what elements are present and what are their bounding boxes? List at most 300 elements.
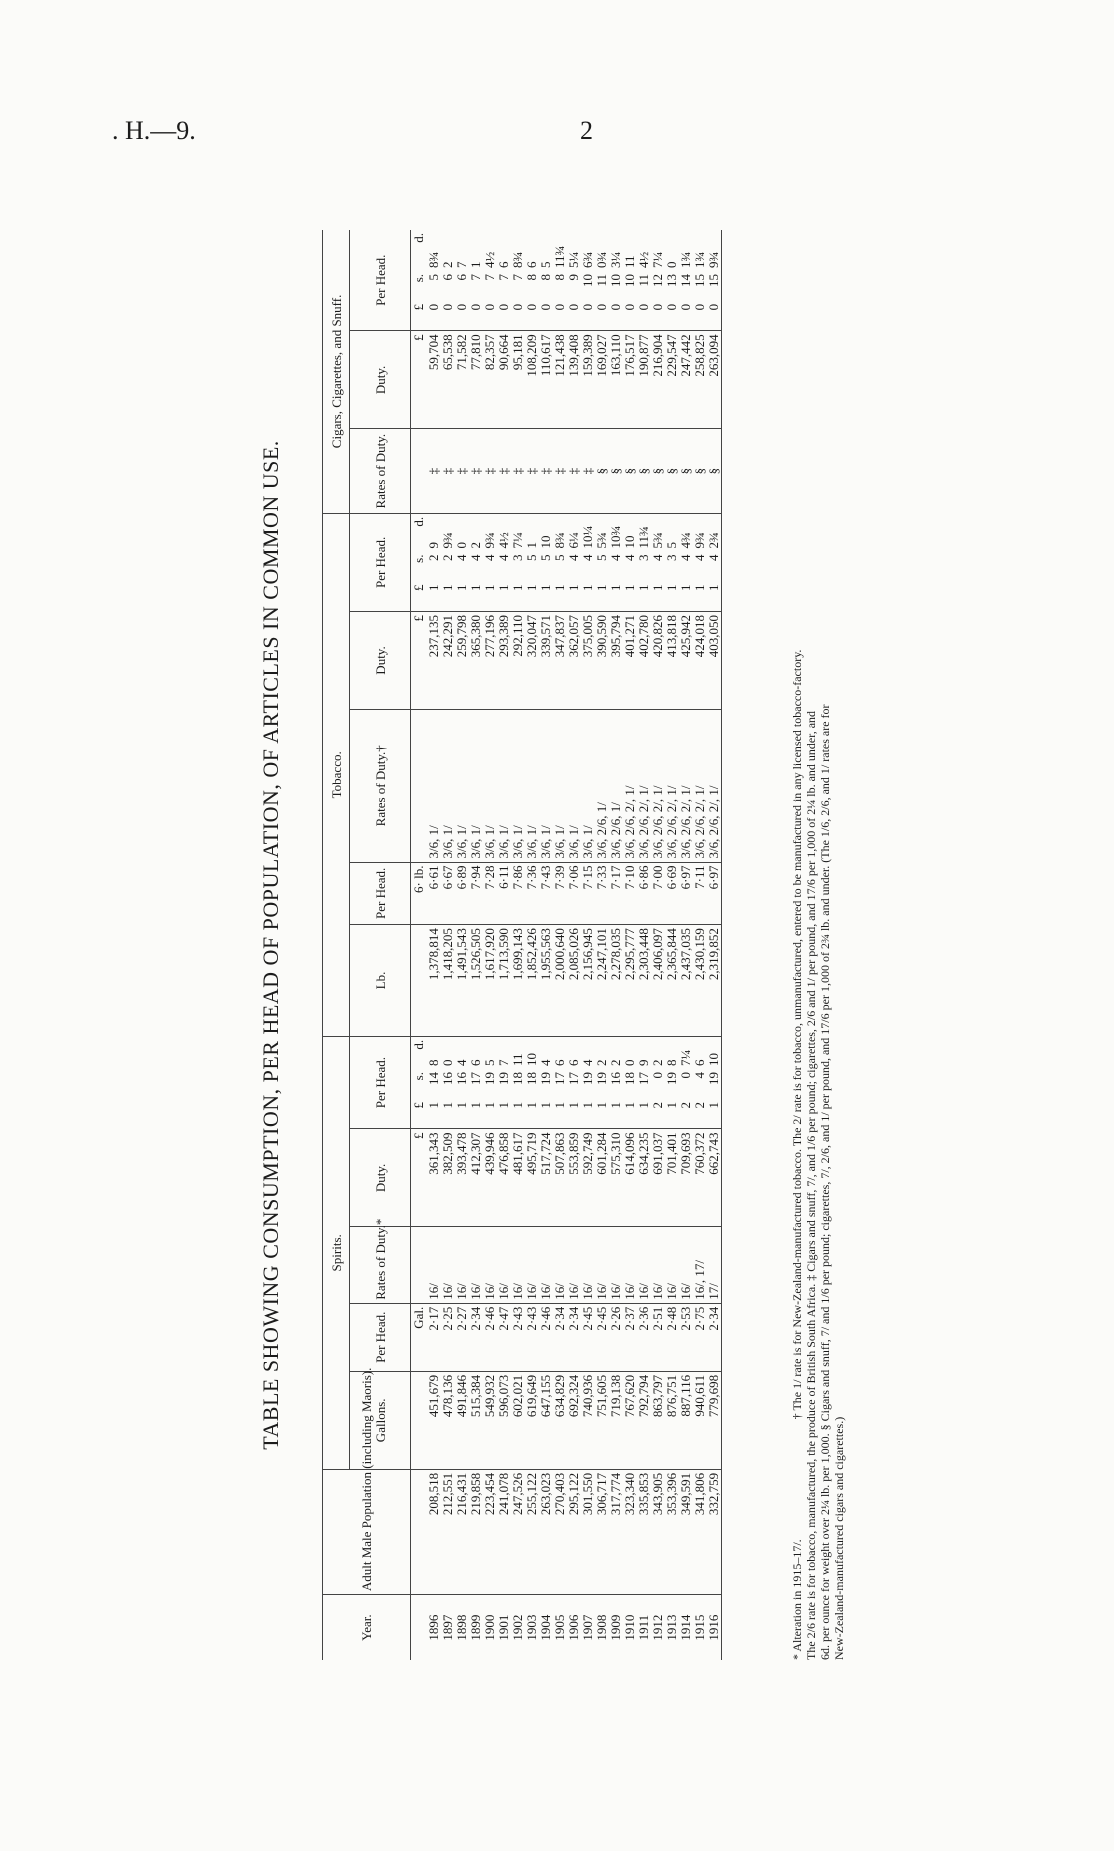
table-row [609, 230, 623, 1660]
cell-cl: 0 [679, 301, 693, 331]
cell-pop: 255,122 [525, 1469, 539, 1594]
cell-cs: 15 [707, 271, 722, 301]
cell-rate: 16/ [665, 1227, 679, 1303]
tobacco-duty-per-head-header: Per Head. [350, 513, 411, 611]
cell-ts: 5 [552, 554, 567, 562]
cell-lb: 1,617,920 [483, 925, 497, 1037]
cell-trate: 3/6, 1/ [553, 710, 567, 863]
table-row [525, 230, 539, 1660]
cell-l: 1 [469, 1099, 483, 1129]
cell-cd: 1¾ [692, 251, 707, 268]
cell-duty: 361,343 [427, 1129, 441, 1227]
cell-cduty: 169,027 [595, 331, 609, 429]
cell-d: 4 [454, 1059, 469, 1067]
cell-year: 1907 [580, 1614, 595, 1641]
cell-l: 1 [609, 1099, 623, 1129]
cell-year: 1915 [692, 1614, 707, 1641]
cell-d: 7¼ [678, 1049, 693, 1067]
cell-td: 9 [426, 542, 441, 549]
cell-pop: 332,759 [707, 1469, 722, 1594]
cell-gph: 2·27 [455, 1303, 469, 1371]
cell-tduty: 365,380 [469, 611, 483, 709]
unit-pound-3: £ [411, 331, 428, 429]
cell-cs: 12 [650, 273, 665, 287]
cell-tduty: 237,135 [427, 611, 441, 709]
cell-cs: 15 [692, 273, 707, 287]
cell-gph: 2·45 [595, 1303, 609, 1371]
cell-ts: 4 [622, 554, 637, 562]
cell-cs: 8 [524, 273, 539, 281]
cell-duty: 476,858 [497, 1129, 511, 1227]
cell-l: 1 [707, 1099, 722, 1129]
cell-crate: ‡ [581, 429, 595, 513]
cell-td: 1 [524, 542, 539, 549]
cell-tduty: 339,571 [539, 611, 553, 709]
cell-cd: 5 [538, 261, 553, 268]
cell-cduty: 229,547 [665, 331, 679, 429]
cell-trate: 3/6, 2/6, 2/, 1/ [679, 710, 693, 863]
cell-year: 1916 [707, 1595, 722, 1660]
cell-cs: 6 [440, 273, 455, 281]
cell-trate: 3/6, 2/6, 2/, 1/ [637, 710, 651, 863]
cell-rate: 16/ [567, 1227, 581, 1303]
cell-cl: 0 [595, 301, 609, 331]
cell-td: 2 [468, 542, 483, 549]
unit-lsd2-s: s. [411, 554, 426, 563]
cell-trate: 3/6, 1/ [427, 710, 441, 863]
cell-l: 2 [679, 1099, 693, 1129]
cell-tl: 1 [483, 582, 497, 612]
cell-rate: 16/ [679, 1227, 693, 1303]
consumption-table [322, 230, 722, 1660]
cell-cs: 7 [468, 273, 483, 281]
cell-gal: 602,021 [511, 1371, 525, 1469]
cell-gph: 2·34 [707, 1303, 722, 1371]
table-row [497, 230, 511, 1660]
cell-l: 2 [693, 1099, 707, 1129]
cell-crate: § [651, 429, 665, 513]
cell-cduty: 139,408 [567, 331, 581, 429]
cell-cs: 5 [426, 273, 441, 281]
cell-td: 11¾ [636, 526, 651, 549]
cell-cd: 1 [468, 261, 483, 268]
cell-ts: 4 [454, 554, 469, 562]
spirits-rates-header: Rates of Duty.* [350, 1227, 411, 1303]
cell-d: 10 [707, 1036, 722, 1069]
cell-gph: 2·46 [483, 1303, 497, 1371]
cell-gph: 2·43 [525, 1303, 539, 1371]
cell-cl: 0 [609, 301, 623, 331]
cigars-header: Cigars, Cigarettes, and Snuff. [323, 230, 350, 513]
cell-gal: 779,698 [707, 1371, 722, 1469]
cell-cd: 11¾ [552, 245, 567, 268]
cell-cduty: 108,209 [525, 331, 539, 429]
cell-lb: 1,852,426 [525, 925, 539, 1037]
cell-d: 9 [636, 1059, 651, 1067]
cell-year: 1899 [468, 1614, 483, 1641]
table-row [441, 230, 455, 1660]
cell-gph: 2·43 [511, 1303, 525, 1371]
cell-pop: 317,774 [609, 1469, 623, 1594]
table-row [483, 230, 497, 1660]
table-row [693, 230, 707, 1660]
cell-lb: 1,491,543 [455, 925, 469, 1037]
cell-year: 1901 [496, 1614, 511, 1641]
cell-lph: 7·17 [609, 862, 623, 925]
cell-tl: 1 [623, 582, 637, 612]
cell-gal: 792,794 [637, 1371, 651, 1469]
cell-tduty: 424,018 [693, 611, 707, 709]
table-row [679, 230, 693, 1660]
cell-ts: 4 [678, 554, 693, 562]
cell-trate: 3/6, 1/ [581, 710, 595, 863]
table-row [651, 230, 665, 1660]
cell-d: 10 [524, 1053, 539, 1067]
cell-lb: 2,000,640 [553, 925, 567, 1037]
cell-lph: 7·86 [511, 862, 525, 925]
cell-year: 1897 [440, 1614, 455, 1641]
cell-cd: 0 [664, 261, 679, 268]
cell-cd: 1¾ [678, 251, 693, 268]
cell-cl: 0 [623, 301, 637, 331]
cell-cduty: 71,582 [455, 331, 469, 429]
cell-cduty: 176,517 [623, 331, 637, 429]
cell-cd: 6¾ [580, 251, 595, 268]
cell-trate: 3/6, 1/ [539, 710, 553, 863]
cell-tl: 1 [651, 582, 665, 612]
cell-cl: 0 [483, 301, 497, 331]
cell-l: 1 [637, 1099, 651, 1129]
unit-pound-2: £ [411, 611, 428, 709]
cell-lb: 2,295,777 [623, 925, 637, 1037]
cell-td: 6¼ [566, 532, 581, 549]
cell-duty: 575,310 [609, 1129, 623, 1227]
cell-duty: 691,037 [651, 1129, 665, 1227]
cell-cduty: 77,810 [469, 331, 483, 429]
cell-rate: 16/ [651, 1227, 665, 1303]
cell-crate: § [637, 429, 651, 513]
cell-gal: 619,649 [525, 1371, 539, 1469]
cell-gph: 2·25 [441, 1303, 455, 1371]
cell-crate: ‡ [525, 429, 539, 513]
cell-rate: 16/ [595, 1227, 609, 1303]
cell-td: 2¾ [707, 513, 722, 551]
cell-d: 11 [510, 1053, 525, 1067]
cell-cl: 0 [455, 301, 469, 331]
cell-gal: 767,620 [623, 1371, 637, 1469]
cell-cl: 0 [581, 301, 595, 331]
cell-lph: 7·33 [595, 862, 609, 925]
cell-lph: 6·69 [665, 862, 679, 925]
cell-gph: 2·75 [693, 1303, 707, 1371]
cell-rate: 16/ [511, 1227, 525, 1303]
cell-gal: 478,136 [441, 1371, 455, 1469]
cell-cl: 0 [567, 301, 581, 331]
cell-l: 1 [441, 1099, 455, 1129]
cell-tl: 1 [707, 582, 722, 612]
cell-year: 1904 [538, 1614, 553, 1641]
cell-cs: 7 [510, 273, 525, 281]
cell-duty: 592,749 [581, 1129, 595, 1227]
cell-tduty: 395,794 [609, 611, 623, 709]
cell-lb: 2,437,035 [679, 925, 693, 1037]
cell-tl: 1 [679, 582, 693, 612]
cell-year: 1903 [524, 1614, 539, 1641]
cell-cduty: 159,389 [581, 331, 595, 429]
cell-cs: 11 [594, 273, 609, 287]
cell-d: 0 [440, 1059, 455, 1067]
cell-ts: 3 [510, 554, 525, 562]
cell-tl: 1 [469, 582, 483, 612]
cell-tduty: 242,291 [441, 611, 455, 709]
cell-s: 19 [482, 1072, 497, 1086]
cell-td: 10¼ [580, 525, 595, 549]
cell-trate: 3/6, 1/ [511, 710, 525, 863]
cell-lb: 2,278,035 [609, 925, 623, 1037]
cell-year: 1898 [454, 1614, 469, 1641]
cell-duty: 662,743 [707, 1129, 722, 1227]
cell-duty: 601,284 [595, 1129, 609, 1227]
cell-cduty: 65,538 [441, 331, 455, 429]
cell-cl: 0 [497, 301, 511, 331]
cell-cs: 10 [580, 273, 595, 287]
cell-tduty: 292,110 [511, 611, 525, 709]
cell-cduty: 121,438 [553, 331, 567, 429]
table-row [511, 230, 525, 1660]
cell-s: 19 [707, 1069, 722, 1099]
cell-rate: 16/ [609, 1227, 623, 1303]
table-body [411, 230, 722, 1660]
cell-cduty: 263,094 [707, 331, 722, 429]
cell-tduty: 362,057 [567, 611, 581, 709]
cell-tl: 1 [455, 582, 469, 612]
cell-pop: 295,122 [567, 1469, 581, 1594]
cell-rate: 16/, 17/ [693, 1227, 707, 1303]
cell-rate: 16/ [469, 1227, 483, 1303]
cell-year: 1911 [636, 1614, 651, 1641]
cell-d: 0 [622, 1059, 637, 1067]
cell-s: 18 [524, 1072, 539, 1086]
cell-tl: 1 [427, 582, 441, 612]
cell-pop: 247,526 [511, 1469, 525, 1594]
cell-l: 1 [455, 1099, 469, 1129]
cell-cduty: 247,442 [679, 331, 693, 429]
cell-s: 16 [440, 1072, 455, 1086]
cell-d: 2 [650, 1059, 665, 1067]
cell-cduty: 82,357 [483, 331, 497, 429]
cell-lb: 1,699,143 [511, 925, 525, 1037]
spirits-duty-per-head-header: Per Head. [350, 1036, 411, 1129]
unit-lsd3-s: s. [411, 273, 426, 283]
cell-ts: 4 [566, 554, 581, 562]
cell-lph: 6·67 [441, 862, 455, 925]
cell-cs: 13 [664, 273, 679, 287]
cell-lb: 2,365,844 [665, 925, 679, 1037]
cell-td: 4¾ [678, 532, 693, 549]
cell-s: 18 [510, 1072, 525, 1086]
cell-td: 10 [622, 535, 637, 549]
cell-cl: 0 [707, 301, 722, 331]
cell-trate: 3/6, 1/ [455, 710, 469, 863]
cell-td: 10¾ [608, 525, 623, 549]
cell-cs: 14 [678, 273, 693, 287]
cigars-duty-header: Duty. [350, 331, 411, 429]
cell-lph: 7·94 [469, 862, 483, 925]
cell-duty: 553,859 [567, 1129, 581, 1227]
cell-d: 8 [426, 1059, 441, 1067]
cell-gal: 876,751 [665, 1371, 679, 1469]
cell-year: 1906 [566, 1614, 581, 1641]
cell-cs: 8 [538, 273, 553, 281]
spirits-duty-header: Duty. [350, 1129, 411, 1227]
cell-td: 5¾ [594, 532, 609, 549]
cell-l: 1 [511, 1099, 525, 1129]
unit-lsd3-d: d. [411, 233, 426, 243]
table-row [665, 230, 679, 1660]
cell-cd: 7 [454, 261, 469, 268]
cell-gph: 2·46 [539, 1303, 553, 1371]
cell-lb: 2,406,097 [651, 925, 665, 1037]
cell-duty: 481,617 [511, 1129, 525, 1227]
cell-cduty: 95,181 [511, 331, 525, 429]
cell-ts: 4 [482, 554, 497, 562]
cell-duty: 439,946 [483, 1129, 497, 1227]
cell-tduty: 390,590 [595, 611, 609, 709]
cell-cduty: 90,664 [497, 331, 511, 429]
cell-cd: 6 [524, 261, 539, 268]
cell-gal: 692,324 [567, 1371, 581, 1469]
cell-tduty: 375,005 [581, 611, 595, 709]
cell-td: 0 [454, 542, 469, 549]
cell-s: 16 [454, 1072, 469, 1086]
unit-pound: £ [411, 1129, 428, 1227]
cell-s: 0 [650, 1072, 665, 1079]
cell-pop: 219,858 [469, 1469, 483, 1594]
cell-tduty: 413,818 [665, 611, 679, 709]
footnote-dagger: † The 1/ rate is for New-Zealand-manufactured tobacco. The 2/ rate is for tobacco, unmanufactured, entered to be manufactured in any licensed tobacco-factory. [790, 649, 804, 1420]
cell-year: 1913 [664, 1614, 679, 1641]
cell-crate: § [693, 429, 707, 513]
cell-duty: 614,096 [623, 1129, 637, 1227]
cell-gal: 634,829 [553, 1371, 567, 1469]
cell-lb: 2,247,101 [595, 925, 609, 1037]
cell-cduty: 190,877 [637, 331, 651, 429]
cell-s: 14 [426, 1072, 441, 1086]
cell-cl: 0 [511, 301, 525, 331]
cell-year: 1896 [426, 1614, 441, 1641]
cell-gph: 2·45 [581, 1303, 595, 1371]
cell-trate: 3/6, 1/ [525, 710, 539, 863]
unit-lsd2-l: £ [411, 582, 428, 612]
page-reference: . H.—9. [112, 116, 196, 145]
cell-crate: ‡ [497, 429, 511, 513]
cell-ts: 5 [524, 554, 539, 562]
cell-year: 1905 [552, 1614, 567, 1641]
cell-l: 1 [623, 1099, 637, 1129]
lb-header: Lb. [350, 925, 411, 1037]
cell-gph: 2·34 [567, 1303, 581, 1371]
cell-tl: 1 [693, 582, 707, 612]
cell-s: 19 [594, 1072, 609, 1086]
cell-duty: 517,724 [539, 1129, 553, 1227]
cell-crate: § [665, 429, 679, 513]
cell-l: 1 [525, 1099, 539, 1129]
cell-cl: 0 [469, 301, 483, 331]
cell-trate: 3/6, 2/6, 1/ [609, 710, 623, 863]
table-row [595, 230, 609, 1660]
cell-tduty: 425,942 [679, 611, 693, 709]
tobacco-per-head-header: Per Head. [350, 862, 411, 925]
footnote-line-3: 6d. per ounce for weight over 2¼ lb. per 1,000. § Cigars and snuff, 7/ and 1/6 per pound; cigarettes, 7/, 2/6, and 1/ per pound, and 17/6 per 1,000 of 2¾ lb. and under. (The 1/6, 2/6, and 1/ rates are for [818, 704, 832, 1660]
cell-ts: 4 [580, 554, 595, 562]
cell-gal: 863,797 [651, 1371, 665, 1469]
footnotes [790, 230, 846, 1660]
cell-cl: 0 [525, 301, 539, 331]
cell-pop: 212,551 [441, 1469, 455, 1594]
cell-crate: ‡ [469, 429, 483, 513]
cell-lb: 2,303,448 [637, 925, 651, 1037]
cell-cduty: 258,825 [693, 331, 707, 429]
cell-td: 4½ [496, 532, 511, 549]
cell-s: 19 [538, 1072, 553, 1086]
cell-ts: 3 [664, 554, 679, 562]
cell-rate: 16/ [581, 1227, 595, 1303]
cell-year: 1912 [650, 1614, 665, 1641]
cell-duty: 701,401 [665, 1129, 679, 1227]
cell-gph: 2·34 [553, 1303, 567, 1371]
page-number: 2 [580, 116, 593, 145]
cell-cs: 8 [552, 273, 567, 281]
cell-year: 1909 [608, 1614, 623, 1641]
cell-tl: 1 [567, 582, 581, 612]
cell-year: 1900 [482, 1614, 497, 1641]
cell-trate: 3/6, 1/ [567, 710, 581, 863]
cell-d: 4 [538, 1059, 553, 1067]
cell-tduty: 320,047 [525, 611, 539, 709]
cell-cd: 0¾ [594, 251, 609, 268]
cell-gal: 751,605 [595, 1371, 609, 1469]
cell-trate: 3/6, 1/ [441, 710, 455, 863]
cell-pop: 263,023 [539, 1469, 553, 1594]
table-row [707, 230, 722, 1660]
table-row [637, 230, 651, 1660]
cell-crate: § [707, 429, 722, 513]
cell-ts: 4 [707, 552, 722, 582]
year-header: Year. [323, 1595, 411, 1660]
cell-trate: 3/6, 2/6, 2/, 1/ [693, 710, 707, 863]
cell-trate: 3/6, 2/6, 1/ [595, 710, 609, 863]
cell-lb: 2,156,945 [581, 925, 595, 1037]
cell-gph: 2·36 [637, 1303, 651, 1371]
footnote-star: * Alteration in 1915–17/. [790, 1539, 804, 1660]
cell-tduty: 347,837 [553, 611, 567, 709]
cell-rate: 16/ [483, 1227, 497, 1303]
cell-cduty: 110,617 [539, 331, 553, 429]
cell-crate: § [595, 429, 609, 513]
cell-tl: 1 [511, 582, 525, 612]
cell-pop: 270,403 [553, 1469, 567, 1594]
cell-gph: 2·51 [651, 1303, 665, 1371]
cell-gph: 2·17 [427, 1303, 441, 1371]
cell-rate: 16/ [525, 1227, 539, 1303]
cell-rate: 16/ [539, 1227, 553, 1303]
cell-lb: 2,085,026 [567, 925, 581, 1037]
cell-duty: 760,372 [693, 1129, 707, 1227]
cell-l: 1 [483, 1099, 497, 1129]
cell-duty: 412,307 [469, 1129, 483, 1227]
cell-gal: 515,384 [469, 1371, 483, 1469]
cell-ts: 4 [692, 554, 707, 562]
